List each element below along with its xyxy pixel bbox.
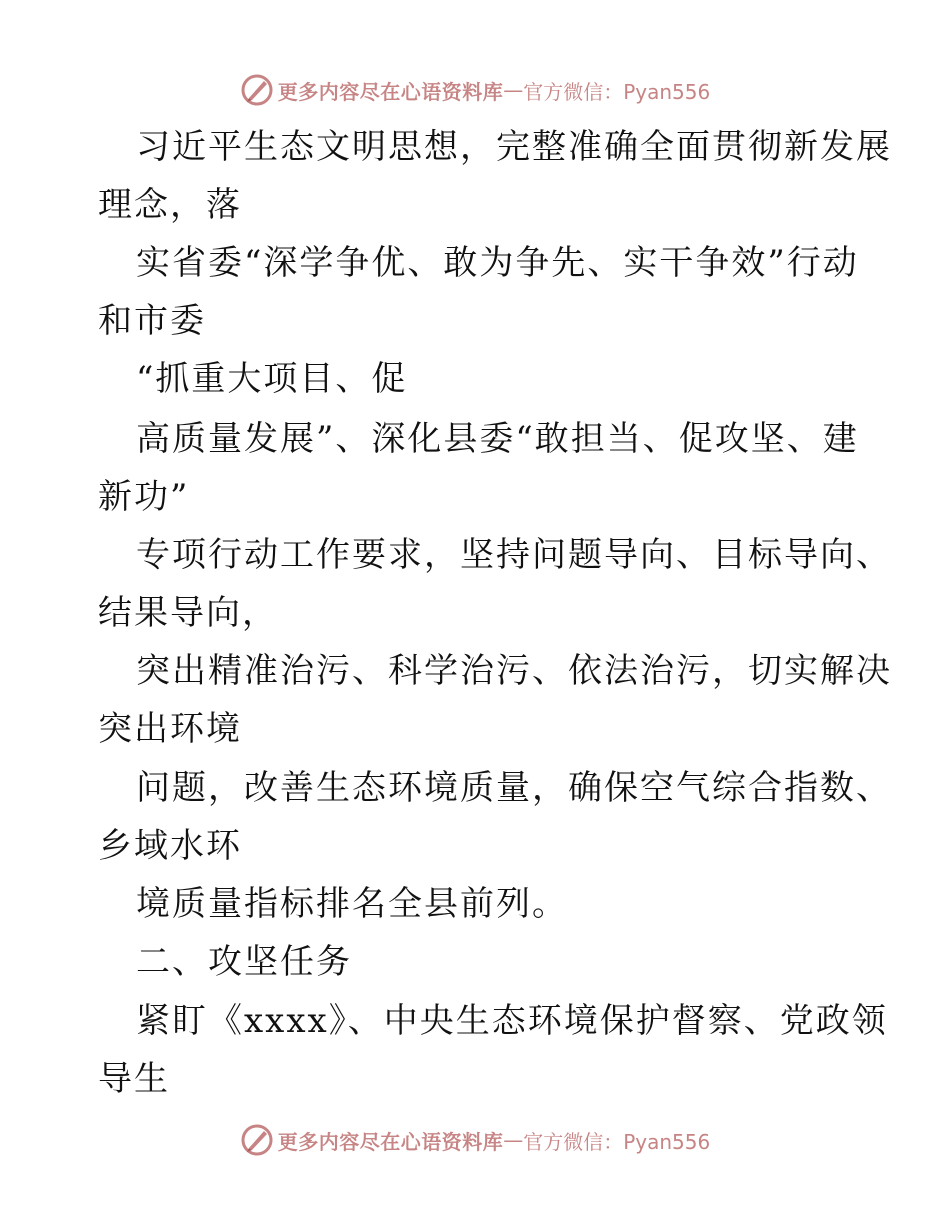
watermark-separator: —	[503, 1128, 524, 1152]
watermark-text: 更多内容尽在心语资料库	[277, 79, 504, 104]
text-line: 突出环境	[98, 709, 242, 749]
watermark-brand: 官方微信：Pyan556	[523, 1129, 711, 1154]
text-line: 理念，落	[98, 185, 242, 225]
header-watermark	[0, 70, 950, 110]
watermark-separator: —	[503, 78, 524, 102]
text-line: 乡域水环	[98, 826, 242, 866]
text-line: 和市委	[98, 301, 206, 341]
pen-logo-icon	[240, 73, 274, 107]
watermark-text: 更多内容尽在心语资料库	[277, 1129, 504, 1154]
footer-watermark	[0, 1120, 950, 1160]
watermark-brand: 官方微信：Pyan556	[523, 79, 711, 104]
text-line: 结果导向，	[98, 593, 278, 633]
text-line: 问题，改善生态环境质量，确保空气综合指数、	[136, 768, 892, 808]
text-line: “抓重大项目、促	[136, 359, 408, 399]
text-line: 专项行动工作要求，坚持问题导向、目标导向、	[136, 535, 892, 575]
pen-logo-icon	[240, 1123, 274, 1157]
text-line: 导生	[98, 1059, 170, 1099]
text-line: 境质量指标排名全县前列。	[136, 884, 568, 924]
text-line: 习近平生态文明思想，完整准确全面贯彻新发展	[136, 127, 892, 167]
text-line: 实省委“深学争优、敢为争先、实干争效”行动	[136, 243, 859, 283]
text-line: 高质量发展”、深化县委“敢担当、促攻坚、建	[136, 419, 859, 459]
text-line: 突出精准治污、科学治污、依法治污，切实解决	[136, 651, 892, 691]
section-heading: 二、攻坚任务	[136, 942, 352, 982]
text-line: 紧盯《xxxx》、中央生态环境保护督察、党政领	[136, 1001, 888, 1041]
text-line: 新功”	[98, 477, 190, 517]
